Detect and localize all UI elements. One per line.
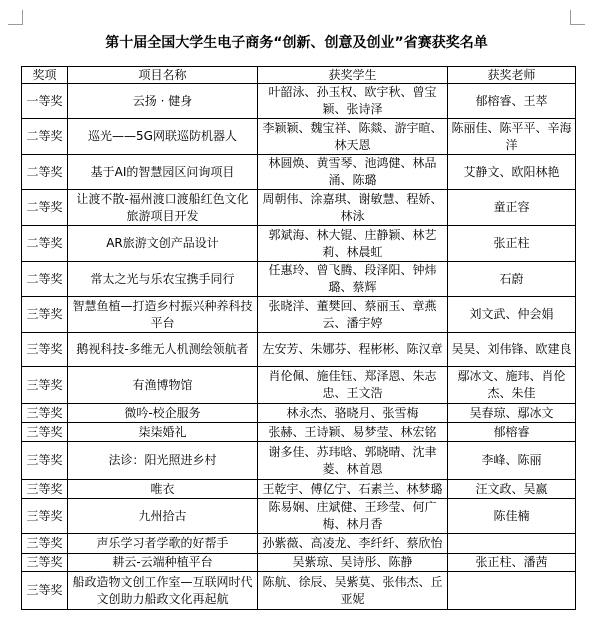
award-cell: 三等奖 [22,480,68,499]
teachers-cell: 陈丽佳、陈平平、辛海洋 [448,119,576,155]
teachers-cell: 鄢冰文、施玮、肖伦杰、朱佳 [448,367,576,404]
table-row [22,423,576,442]
students-cell: 陈易娴、庄斌健、王珍莹、何广梅、林月香 [258,499,448,534]
award-cell: 三等奖 [22,572,68,610]
table-row [22,499,576,534]
teachers-cell: 吴昊、刘伟锋、欧建良 [448,333,576,367]
teachers-cell: 张正柱、潘茜 [448,554,576,572]
teachers-cell: 吴春琼、鄢冰文 [448,404,576,423]
project-cell: 船政造物文创工作室—互联网时代 文创助力船政文化再起航 [68,572,258,610]
teachers-cell: 李峰、陈丽 [448,442,576,480]
project-cell: 法诊：阳光照进乡村 [68,442,258,480]
students-cell: 谢多佳、苏玮晗、郭晓晴、沈聿菱、林首恩 [258,442,448,480]
table-body [22,84,576,610]
students-cell: 吴紫琼、吴诗彤、陈静 [258,554,448,572]
project-cell: 常太之光与乐农宝携手同行 [68,262,258,297]
award-cell: 三等奖 [22,333,68,367]
award-cell: 三等奖 [22,423,68,442]
table-row [22,554,576,572]
project-cell: 鹅视科技-多维无人机测绘领航者 [68,333,258,367]
teachers-cell: 陈佳楠 [448,499,576,534]
students-cell: 林圆焕、黄雪琴、池鸿健、林品涌、陈璐 [258,155,448,190]
table-row [22,367,576,404]
teachers-cell: 郁榕睿、王萃 [448,84,576,119]
project-cell: 让渡不散-福州渡口渡船红色文化旅游项目开发 [68,190,258,226]
header-students: 获奖学生 [258,67,448,84]
project-cell: 智慧鱼植—打造乡村振兴种养科技平台 [68,297,258,333]
table-row [22,297,576,333]
award-table [21,66,576,610]
teachers-cell: 石蔚 [448,262,576,297]
table-row [22,262,576,297]
teachers-cell [448,572,576,610]
students-cell: 周朝伟、涂嘉琪、谢敏慧、程娇、林泳 [258,190,448,226]
teachers-cell: 艾静文、欧阳林艳 [448,155,576,190]
students-cell: 孙紫薇、高凌龙、李纤纤、蔡欣怡 [258,534,448,554]
page-corner-mark-right [570,10,585,25]
students-cell: 王乾宇、傅亿宁、石素兰、林梦璐 [258,480,448,499]
students-cell: 李颖颖、魏宝祥、陈燚、游宇暄、林天恩 [258,119,448,155]
table-row [22,572,576,610]
award-cell: 三等奖 [22,442,68,480]
table-row [22,442,576,480]
students-cell: 林永杰、骆晓月、张雪梅 [258,404,448,423]
teachers-cell: 郁榕睿 [448,423,576,442]
project-cell: 耕云-云端种植平台 [68,554,258,572]
document-title: 第十届全国大学生电子商务“创新、创意及创业”省赛获奖名单 [105,35,488,51]
project-cell: 声乐学习者学歌的好帮手 [68,534,258,554]
award-cell: 三等奖 [22,297,68,333]
project-cell: AR旅游文创产品设计 [68,226,258,262]
project-cell: 柒柒婚礼 [68,423,258,442]
project-cell: 九州拾古 [68,499,258,534]
page-corner-mark-left [8,10,23,25]
award-cell: 一等奖 [22,84,68,119]
teachers-cell [448,534,576,554]
table-row [22,534,576,554]
award-cell: 三等奖 [22,499,68,534]
award-cell: 三等奖 [22,367,68,404]
project-cell: 微吟-校企服务 [68,404,258,423]
header-project: 项目名称 [68,67,258,84]
table-row [22,226,576,262]
table-row [22,333,576,367]
project-cell: 有渔博物馆 [68,367,258,404]
students-cell: 张晓洋、董樊回、蔡丽玉、章燕云、潘宇婷 [258,297,448,333]
project-cell: 巡光——5G网联巡防机器人 [68,119,258,155]
table-row [22,155,576,190]
table-row [22,480,576,499]
project-cell: 基于AI的智慧园区问询项目 [68,155,258,190]
table-row [22,404,576,423]
table-row [22,84,576,119]
table-row [22,190,576,226]
students-cell: 任惠玲、曾飞腾、段泽阳、钟炜璐、蔡辉 [258,262,448,297]
header-teachers: 获奖老师 [448,67,576,84]
project-cell: 唯衣 [68,480,258,499]
award-cell: 三等奖 [22,404,68,423]
teachers-cell: 张正柱 [448,226,576,262]
students-cell: 陈航、徐辰、吴紫莫、张伟杰、丘亚妮 [258,572,448,610]
students-cell: 张赫、王诗颖、易梦莹、林宏铭 [258,423,448,442]
students-cell: 肖伦佩、施佳钰、郑泽恩、朱志忠、王文浩 [258,367,448,404]
students-cell: 叶韶泳、孙玉权、欧宇秋、曾宝颖、张诗泽 [258,84,448,119]
award-cell: 二等奖 [22,155,68,190]
award-cell: 三等奖 [22,554,68,572]
award-cell: 二等奖 [22,226,68,262]
award-cell: 二等奖 [22,190,68,226]
teachers-cell: 刘文武、仲会娟 [448,297,576,333]
header-award: 奖项 [22,67,68,84]
students-cell: 左安芳、朱娜芬、程彬彬、陈汉章 [258,333,448,367]
project-cell: 云扬 · 健身 [68,84,258,119]
teachers-cell: 童正容 [448,190,576,226]
award-cell: 二等奖 [22,119,68,155]
table-header-row [22,67,576,84]
table-row [22,119,576,155]
teachers-cell: 汪文政、吴嬴 [448,480,576,499]
students-cell: 郭斌海、林大锟、庄静颖、林艺莉、林晨虹 [258,226,448,262]
award-cell: 三等奖 [22,534,68,554]
award-cell: 二等奖 [22,262,68,297]
